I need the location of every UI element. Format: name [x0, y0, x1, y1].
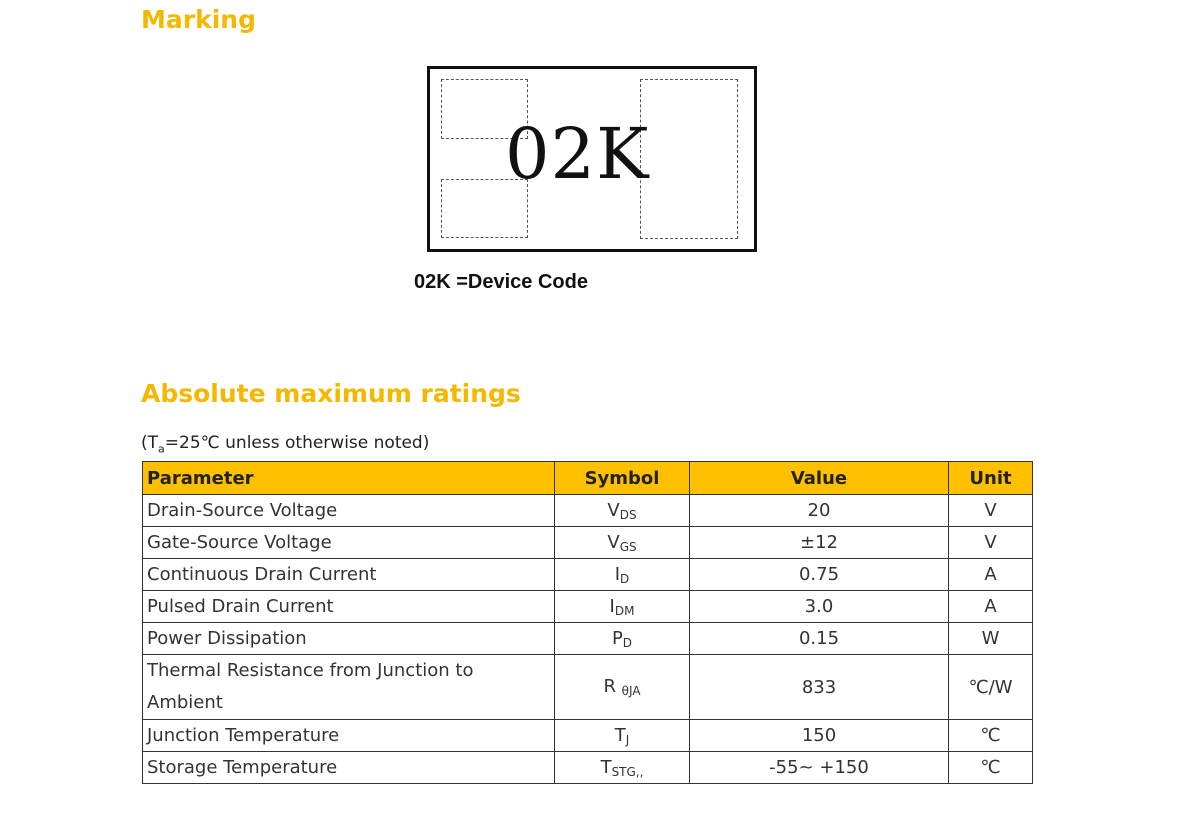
table-row — [143, 752, 1033, 784]
cell-value: ±12 — [690, 527, 949, 559]
cell-value: -55~ +150 — [690, 752, 949, 784]
header-symbol: Symbol — [555, 462, 690, 495]
cell-value: 20 — [690, 495, 949, 527]
cell-unit: ℃ — [949, 752, 1033, 784]
pad-right — [640, 79, 738, 239]
header-unit: Unit — [949, 462, 1033, 495]
cell-symbol: $T_J$ — [555, 720, 690, 752]
table-row — [143, 495, 1033, 527]
cell-symbol: R $_{\theta JA}$ — [555, 655, 690, 720]
cell-parameter: Storage Temperature — [143, 752, 555, 784]
table-row — [143, 720, 1033, 752]
marking-package-diagram — [427, 66, 757, 252]
marking-caption: 02K =Device Code — [414, 271, 588, 293]
table-row — [143, 655, 1033, 720]
ratings-table — [142, 461, 1033, 784]
cell-unit: A — [949, 559, 1033, 591]
cell-parameter: Thermal Resistance from Junction to Ambient — [143, 655, 555, 720]
marking-code: 02K — [505, 113, 650, 195]
cell-value: 833 — [690, 655, 949, 720]
cell-unit: V — [949, 495, 1033, 527]
cell-value: 150 — [690, 720, 949, 752]
section-title-ratings: Absolute maximum ratings — [141, 379, 521, 408]
cell-value: 3.0 — [690, 591, 949, 623]
table-row — [143, 623, 1033, 655]
cell-symbol: $I_{DM}$ — [555, 591, 690, 623]
cell-parameter: Drain-Source Voltage — [143, 495, 555, 527]
cell-value: 0.75 — [690, 559, 949, 591]
cell-symbol: $I_D$ — [555, 559, 690, 591]
cell-parameter: Junction Temperature — [143, 720, 555, 752]
table-row — [143, 527, 1033, 559]
cell-unit: A — [949, 591, 1033, 623]
cell-symbol: $P_D$ — [555, 623, 690, 655]
cell-parameter: Gate-Source Voltage — [143, 527, 555, 559]
cell-unit: ℃ — [949, 720, 1033, 752]
cell-unit: W — [949, 623, 1033, 655]
table-row — [143, 591, 1033, 623]
header-value: Value — [690, 462, 949, 495]
cell-symbol: $V_{DS}$ — [555, 495, 690, 527]
cell-unit: V — [949, 527, 1033, 559]
cell-unit: ℃/W — [949, 655, 1033, 720]
cell-value: 0.15 — [690, 623, 949, 655]
header-parameter: Parameter — [143, 462, 555, 495]
cell-parameter: Power Dissipation — [143, 623, 555, 655]
table-row — [143, 559, 1033, 591]
cell-symbol: $T_{STG,,}$ — [555, 752, 690, 784]
cell-parameter: Pulsed Drain Current — [143, 591, 555, 623]
conditions-note: ($T_a=25℃$ unless otherwise noted) — [141, 433, 430, 456]
section-title-marking: Marking — [141, 5, 256, 34]
cell-symbol: $V_{GS}$ — [555, 527, 690, 559]
cell-parameter: Continuous Drain Current — [143, 559, 555, 591]
table-header-row — [143, 462, 1033, 495]
